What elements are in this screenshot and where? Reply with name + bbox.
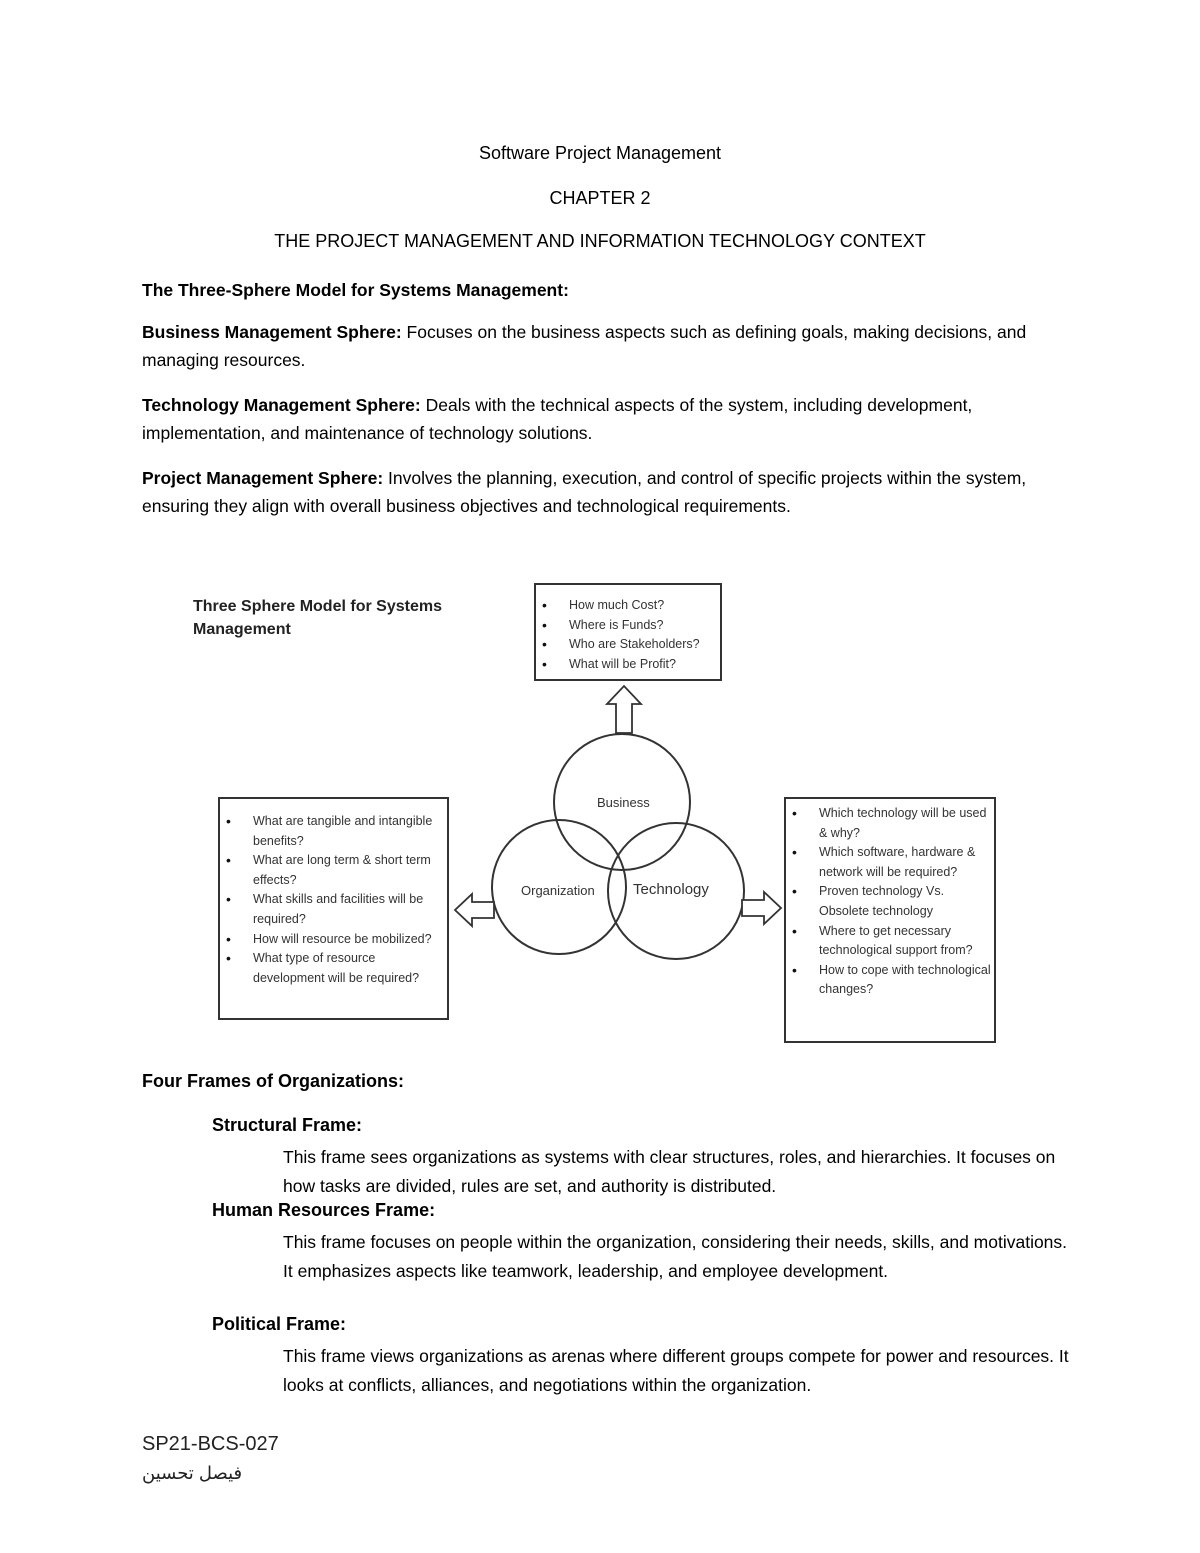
political-frame-title: Political Frame: bbox=[212, 1314, 347, 1334]
project-sphere-paragraph bbox=[142, 464, 1062, 520]
diagram-title: Three Sphere Model for Systems Management bbox=[193, 598, 442, 638]
business-sphere-paragraph bbox=[142, 318, 1062, 374]
technology-sphere-term: Technology Management Sphere: bbox=[142, 395, 421, 415]
business-sphere-text: Focuses on the business aspects such as defining goals, making decisions, and managing resources. bbox=[142, 322, 1027, 370]
left-arrow-icon bbox=[455, 894, 494, 926]
project-sphere-text: Involves the planning, execution, and control of specific projects within the system, ensuring they align with overall business objectives and technological requirements. bbox=[142, 468, 1027, 516]
technology-circle-label: Technology bbox=[633, 881, 709, 898]
human-resources-frame-title: Human Resources Frame: bbox=[212, 1200, 436, 1220]
business-sphere-term: Business Management Sphere: bbox=[142, 322, 402, 342]
list-item: • Which technology will be used & why? bbox=[786, 804, 994, 843]
list-item: • Proven technology Vs. Obsolete technology bbox=[786, 882, 994, 921]
up-arrow-icon bbox=[607, 686, 641, 733]
organization-questions-list bbox=[220, 812, 447, 988]
organization-circle-label: Organization bbox=[521, 883, 595, 898]
business-questions-list bbox=[536, 596, 720, 674]
list-item: • How will resource be mobilized? bbox=[220, 930, 447, 950]
list-item: • Which software, hardware & network will be required? bbox=[786, 843, 994, 882]
business-questions-box bbox=[534, 583, 722, 681]
chapter-title: CHAPTER 2 bbox=[549, 188, 651, 208]
list-item: • Where to get necessary technological support from? bbox=[786, 922, 994, 961]
list-item: • What will be Profit? bbox=[536, 655, 720, 675]
three-sphere-heading: The Three-Sphere Model for Systems Management: bbox=[142, 280, 569, 300]
technology-questions-box bbox=[784, 797, 996, 1043]
list-item: • Who are Stakeholders? bbox=[536, 635, 720, 655]
list-item: • How much Cost? bbox=[536, 596, 720, 616]
course-title: Software Project Management bbox=[478, 143, 722, 163]
business-circle-label: Business bbox=[597, 795, 650, 810]
student-id: SP21-BCS-027 bbox=[142, 1433, 279, 1455]
technology-questions-list bbox=[786, 804, 994, 1000]
structural-frame-title: Structural Frame: bbox=[212, 1115, 363, 1135]
human-resources-frame-text: This frame focuses on people within the organization, considering their needs, skills, and motivations. It emphasizes aspects like teamwork, leadership, and employee development. bbox=[283, 1232, 1068, 1281]
list-item: • What skills and facilities will be required? bbox=[220, 890, 447, 929]
list-item: • Where is Funds? bbox=[536, 616, 720, 636]
list-item: • What are long term & short term effects? bbox=[220, 851, 447, 890]
political-frame-text: This frame views organizations as arenas where different groups compete for power and resources. It looks at conflicts, alliances, and negotiations within the organization. bbox=[283, 1346, 1069, 1395]
right-arrow-icon bbox=[742, 892, 781, 924]
four-frames-heading: Four Frames of Organizations: bbox=[142, 1071, 405, 1091]
list-item: • How to cope with technological changes? bbox=[786, 961, 994, 1000]
organization-questions-box bbox=[218, 797, 449, 1020]
chapter-subtitle: THE PROJECT MANAGEMENT AND INFORMATION TECHNOLOGY CONTEXT bbox=[274, 231, 926, 251]
student-name: فیصل تحسین bbox=[142, 1463, 243, 1483]
technology-sphere-text: Deals with the technical aspects of the system, including development, implementation, and maintenance of technology solutions. bbox=[142, 395, 973, 443]
list-item: • What type of resource development will be required? bbox=[220, 949, 447, 988]
project-sphere-term: Project Management Sphere: bbox=[142, 468, 384, 488]
list-item: • What are tangible and intangible benefits? bbox=[220, 812, 447, 851]
technology-sphere-paragraph bbox=[142, 391, 1062, 447]
structural-frame-text: This frame sees organizations as systems with clear structures, roles, and hierarchies. It focuses on how tasks are divided, rules are set, and authority is distributed. bbox=[283, 1147, 1056, 1196]
